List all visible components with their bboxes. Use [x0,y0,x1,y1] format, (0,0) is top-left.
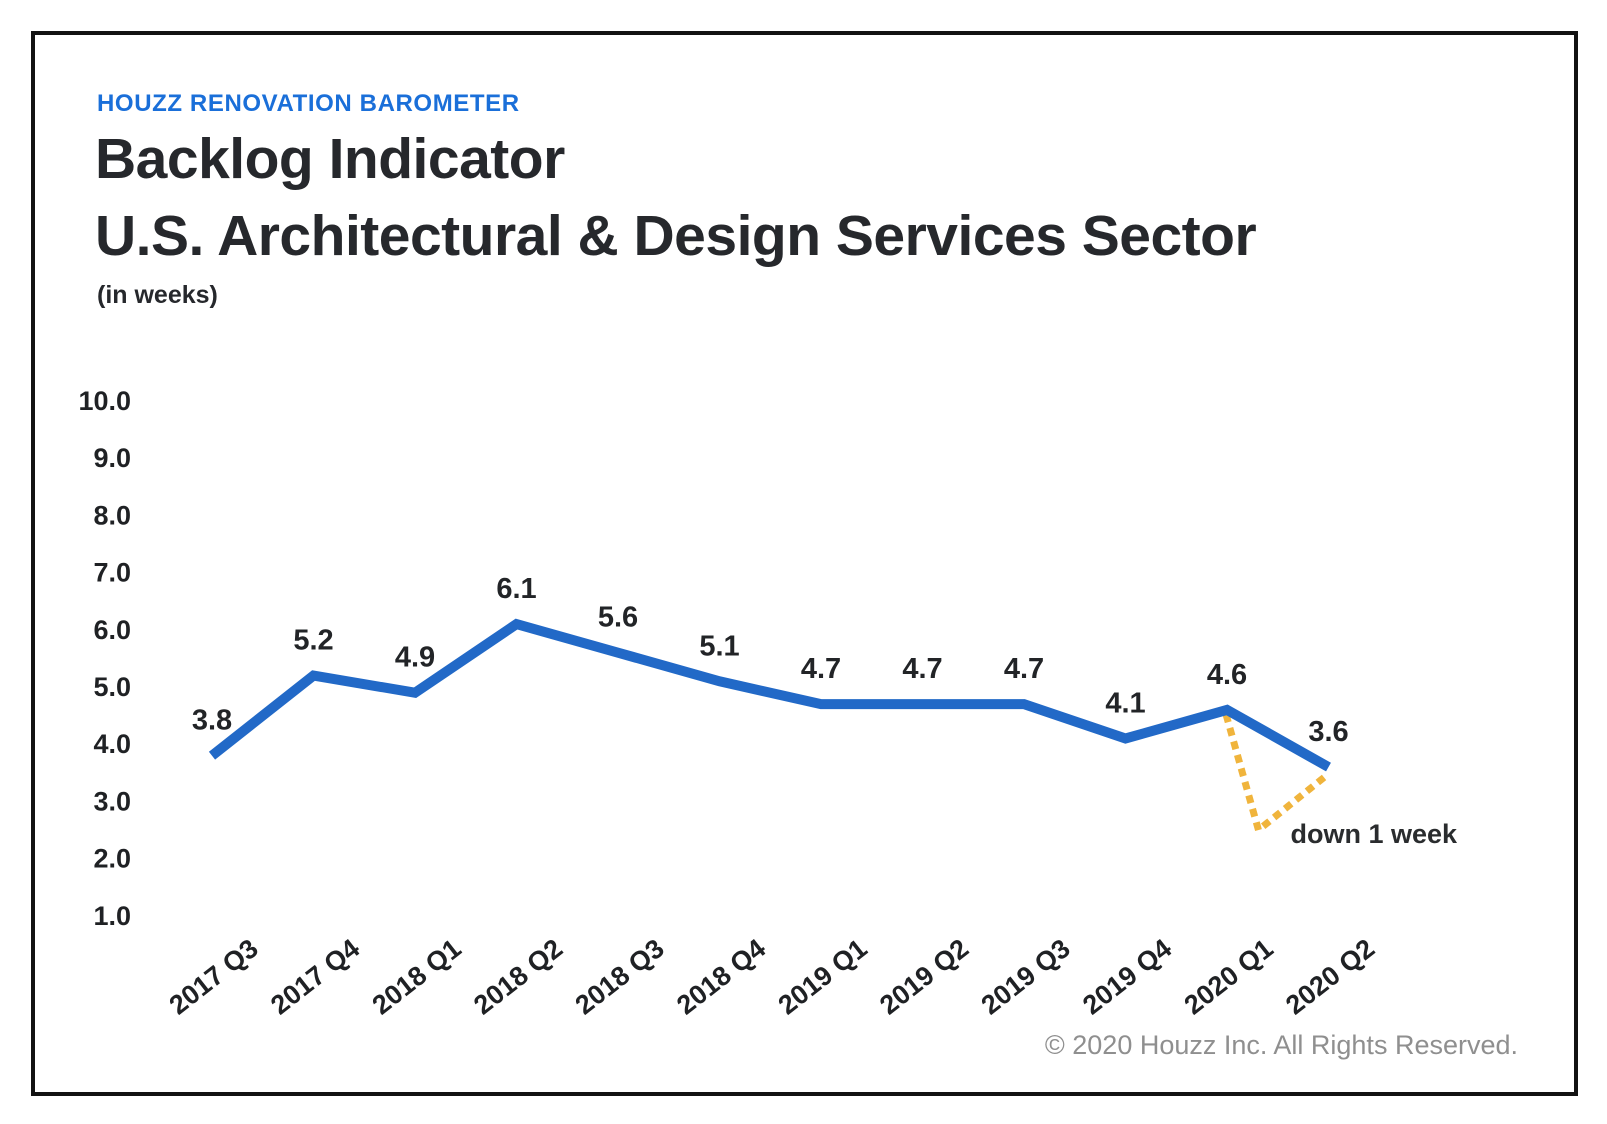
x-axis-label: 2019 Q2 [874,933,975,1021]
x-axis-label: 2019 Q4 [1077,933,1178,1021]
data-point-label: 4.6 [1206,658,1248,691]
data-point-label: 5.1 [699,630,740,663]
data-point-label: 4.7 [902,653,943,686]
x-axis-label: 2019 Q3 [975,933,1076,1021]
chart-units-subtitle: (in weeks) [97,281,218,309]
chart-title-line2: U.S. Architectural & Design Services Sector [95,204,1257,268]
y-axis-tick: 6.0 [93,614,131,645]
data-point-label: 3.8 [191,704,233,737]
y-axis-tick: 8.0 [93,500,131,531]
y-axis-tick: 7.0 [93,557,131,588]
chart-title-line1: Backlog Indicator [95,127,565,191]
data-point-label: 3.6 [1308,716,1349,749]
y-axis-tick: 10.0 [78,386,131,416]
x-axis-label: 2020 Q1 [1178,933,1279,1021]
data-point-label: 6.1 [496,573,537,606]
report-eyebrow: HOUZZ RENOVATION BAROMETER [97,90,520,117]
y-axis-tick: 4.0 [93,729,131,760]
y-axis-tick: 1.0 [93,900,131,931]
data-point-label: 4.7 [800,653,842,686]
x-axis-label: 2018 Q2 [468,933,569,1021]
x-axis-label: 2017 Q3 [163,933,264,1021]
x-axis-label: 2019 Q1 [772,933,873,1021]
data-point-label: 4.9 [394,641,436,674]
data-point-label: 5.6 [597,601,639,634]
data-point-label: 4.1 [1105,687,1146,720]
copyright-notice: © 2020 Houzz Inc. All Rights Reserved. [1044,1030,1518,1060]
y-axis-tick: 5.0 [93,672,131,702]
x-axis-label: 2018 Q4 [671,933,772,1021]
data-point-label: 5.2 [293,624,334,657]
annotation-down-1-week: down 1 week [1290,819,1458,849]
data-point-label: 4.7 [1003,653,1045,686]
y-axis-tick: 3.0 [93,786,131,817]
y-axis-tick: 9.0 [93,443,131,474]
y-axis-tick: 2.0 [93,843,131,874]
x-axis-label: 2017 Q4 [265,933,366,1021]
x-axis-label: 2018 Q1 [366,933,467,1021]
x-axis-label: 2018 Q3 [569,933,670,1021]
backlog-data-line [212,624,1329,767]
x-axis-label: 2020 Q2 [1280,933,1381,1021]
